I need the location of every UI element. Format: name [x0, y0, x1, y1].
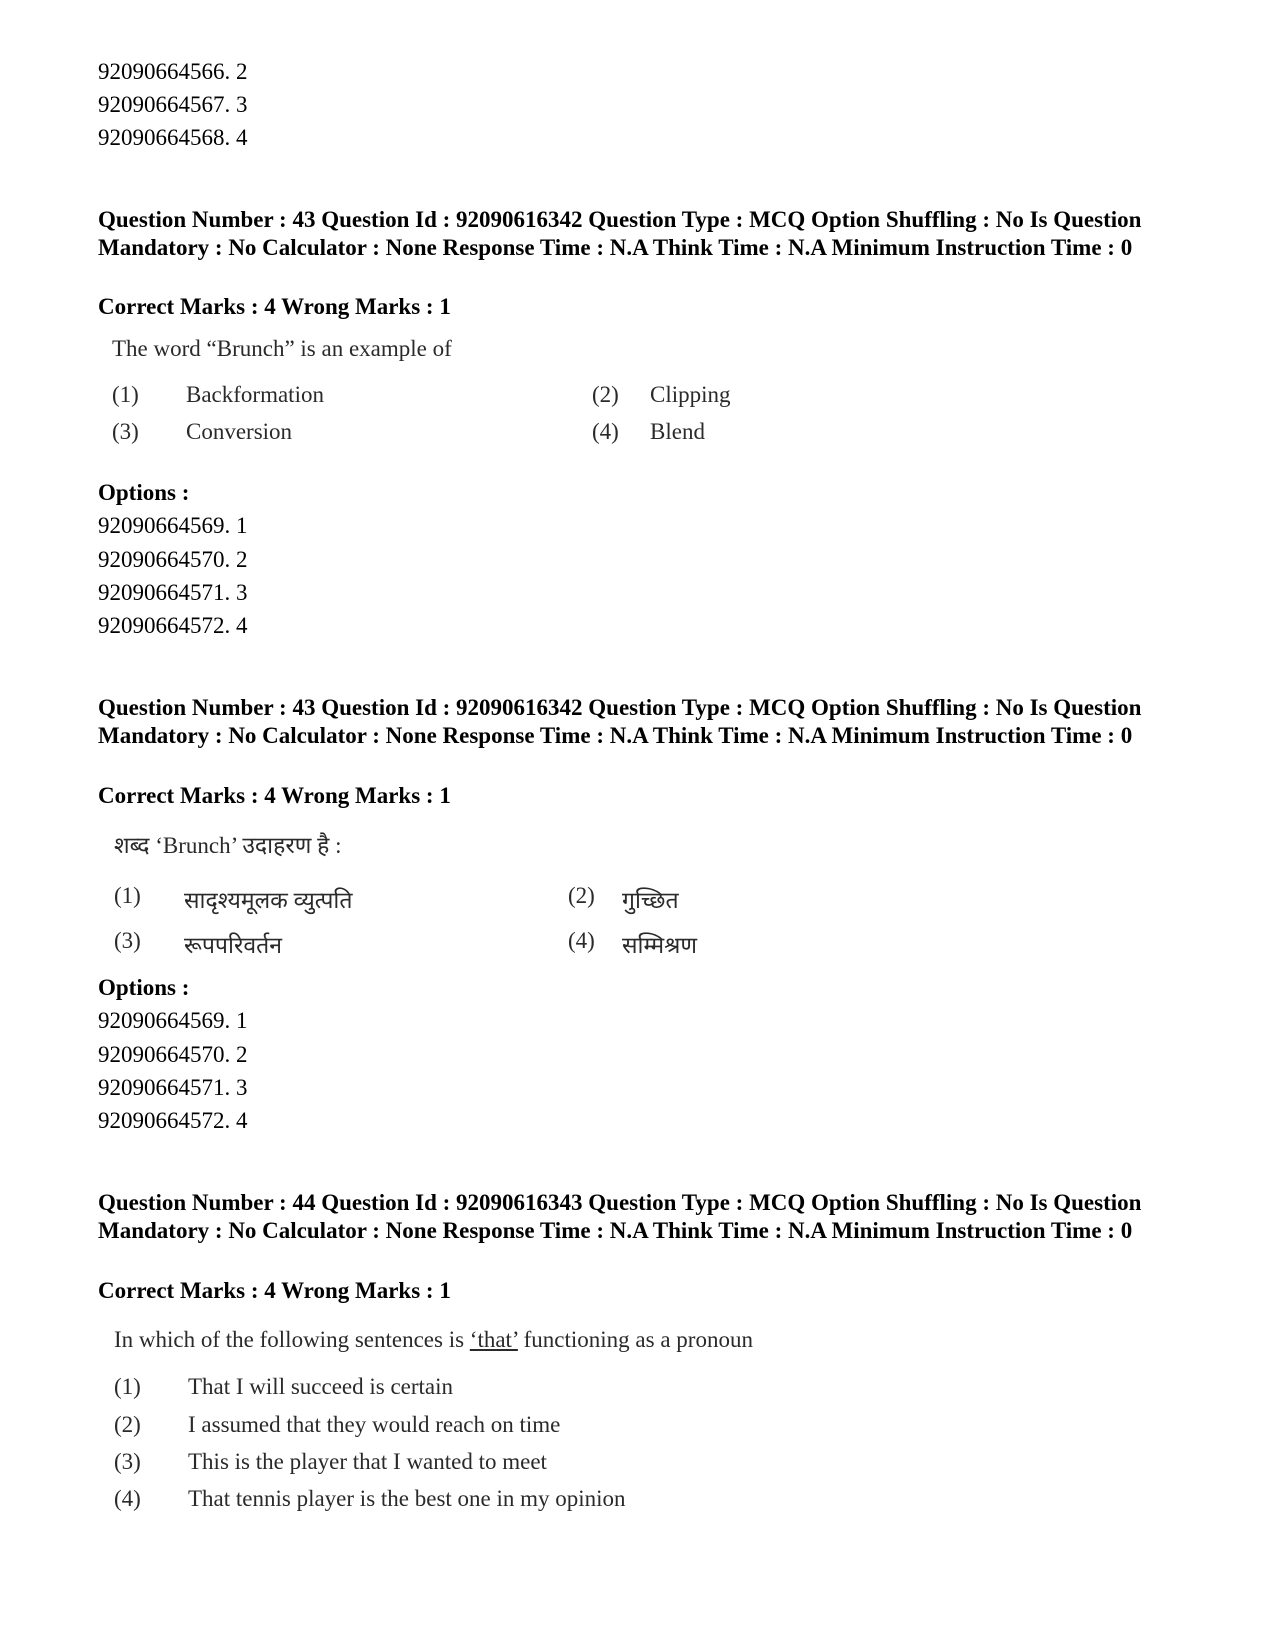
option-number: 1 — [236, 513, 248, 538]
choice-text: Clipping — [650, 382, 731, 407]
choice-text: Backformation — [186, 382, 324, 407]
choice-number: (3) — [114, 928, 141, 953]
question-header: Question Number : 43 Question Id : 92090616342 Question Type : MCQ Option Shuffling : No Is Question Mandatory : No Calculator : None Response Time : N.A Think Time : N.A Minimum Instruction Time : 0 — [98, 695, 1142, 748]
option-number: 4 — [236, 1108, 248, 1133]
option-line: 92090664569. 1 — [98, 513, 248, 538]
choice-text: Conversion — [186, 419, 293, 444]
option-id: 92090664570 — [98, 1042, 225, 1067]
choice-text: This is the player that I wanted to meet — [188, 1449, 547, 1474]
option-number: 4 — [236, 613, 248, 638]
option-line: 92090664566. 2 — [98, 59, 248, 84]
choice-text: सम्मिश्रण — [622, 933, 698, 958]
option-number: 2 — [236, 59, 248, 84]
option-line: 92090664570. 2 — [98, 547, 248, 572]
question-text: शब्द ‘Brunch’ उदाहरण है : — [114, 833, 342, 858]
option-line: 92090664571. 3 — [98, 580, 248, 605]
question-text: The word “Brunch” is an example of — [112, 336, 452, 361]
option-number: 3 — [236, 92, 248, 117]
choice-number: (2) — [592, 382, 619, 407]
option-id: 92090664571 — [98, 580, 225, 605]
option-id: 92090664566 — [98, 59, 225, 84]
choice-number: (1) — [114, 1374, 141, 1399]
question-header: Question Number : 43 Question Id : 92090616342 Question Type : MCQ Option Shuffling : No Is Question Mandatory : No Calculator : None Response Time : N.A Think Time : N.A Minimum Instruction Time : 0 — [98, 207, 1142, 260]
option-id: 92090664572 — [98, 1108, 225, 1133]
choice-text: I assumed that they would reach on time — [188, 1412, 561, 1437]
option-number: 4 — [236, 125, 248, 150]
choice-number: (3) — [114, 1449, 141, 1474]
option-line: 92090664569. 1 — [98, 1008, 248, 1033]
option-id: 92090664572 — [98, 613, 225, 638]
question-text-end: functioning as a pronoun — [517, 1327, 753, 1352]
option-number: 2 — [236, 547, 248, 572]
option-id: 92090664570 — [98, 547, 225, 572]
option-id: 92090664571 — [98, 1075, 225, 1100]
option-number: 3 — [236, 1075, 248, 1100]
choice-text: That tennis player is the best one in my opinion — [188, 1486, 626, 1511]
option-id: 92090664569 — [98, 513, 225, 538]
options-label: Options : — [98, 975, 190, 1000]
choice-number: (1) — [114, 883, 141, 908]
question-text-start: In which of the following sentences is — [114, 1327, 470, 1352]
choice-number: (4) — [592, 419, 619, 444]
option-line: 92090664572. 4 — [98, 1108, 248, 1133]
choice-number: (4) — [568, 928, 595, 953]
marks-line: Correct Marks : 4 Wrong Marks : 1 — [98, 1278, 451, 1303]
choice-text: That I will succeed is certain — [188, 1374, 454, 1399]
choice-number: (4) — [114, 1486, 141, 1511]
choice-text: सादृश्यमूलक व्युत्पति — [184, 888, 353, 913]
choice-text: Blend — [650, 419, 705, 444]
question-keyword: ‘that’ — [469, 1327, 518, 1352]
option-line: 92090664572. 4 — [98, 613, 248, 638]
option-number: 3 — [236, 580, 248, 605]
option-line: 92090664568. 4 — [98, 125, 248, 150]
question-header: Question Number : 44 Question Id : 92090616343 Question Type : MCQ Option Shuffling : No Is Question Mandatory : No Calculator : None Response Time : N.A Think Time : N.A Minimum Instruction Time : 0 — [98, 1190, 1142, 1243]
marks-line: Correct Marks : 4 Wrong Marks : 1 — [98, 783, 451, 808]
option-number: 2 — [236, 1042, 248, 1067]
choice-text: गुच्छित — [622, 888, 679, 913]
option-number: 1 — [236, 1008, 248, 1033]
choice-number: (2) — [568, 883, 595, 908]
option-id: 92090664569 — [98, 1008, 225, 1033]
choice-text: रूपपरिवर्तन — [184, 933, 283, 958]
choice-number: (3) — [112, 419, 139, 444]
option-id: 92090664567 — [98, 92, 225, 117]
option-line: 92090664567. 3 — [98, 92, 248, 117]
choice-number: (2) — [114, 1412, 141, 1437]
options-label: Options : — [98, 480, 190, 505]
option-line: 92090664571. 3 — [98, 1075, 248, 1100]
marks-line: Correct Marks : 4 Wrong Marks : 1 — [98, 294, 451, 319]
option-id: 92090664568 — [98, 125, 225, 150]
question-text — [114, 1327, 753, 1353]
choice-number: (1) — [112, 382, 139, 407]
option-line: 92090664570. 2 — [98, 1042, 248, 1067]
